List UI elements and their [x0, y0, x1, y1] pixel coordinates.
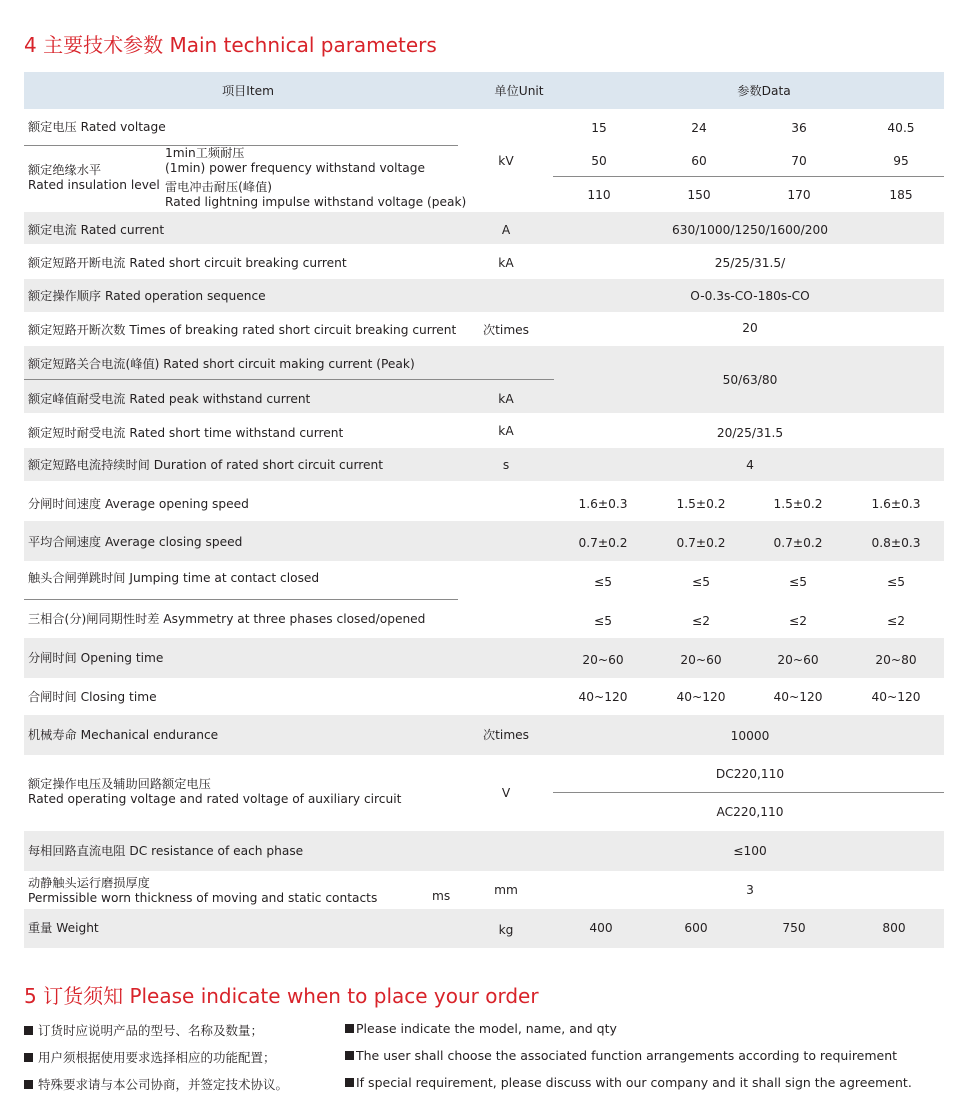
closing-speed-value: 0.7±0.2 [676, 536, 726, 550]
short-time-withstand-label: 额定短时耐受电流 Rated short time withstand current [28, 426, 344, 440]
rated-voltage-value: 15 [591, 121, 607, 135]
closing-time-value: 40~120 [578, 690, 628, 704]
closing-speed-label: 平均合闸速度 Average closing speed [28, 535, 243, 549]
worn-thickness-label-en: Permissible worn thickness of moving and static contacts [28, 891, 378, 905]
rated-voltage-value: 36 [791, 121, 807, 135]
weight-value: 600 [684, 921, 708, 935]
insulation-label-en: Rated insulation level [28, 178, 160, 192]
duration-unit: s [502, 458, 510, 472]
insulation-sub2-en: Rated lightning impulse withstand voltage (peak) [165, 195, 467, 209]
insulation-sub1-value: 70 [791, 154, 807, 168]
insulation-sub2-value: 110 [587, 188, 611, 202]
insulation-sub2-value: 185 [889, 188, 913, 202]
order-note-en: The user shall choose the associated function arrangements according to requirement [345, 1048, 897, 1063]
short-time-withstand-unit: kA [498, 424, 514, 438]
row-bg [24, 909, 944, 948]
jumping-time-label: 触头合闸弹跳时间 Jumping time at contact closed [28, 571, 320, 585]
jumping-time-value: ≤5 [594, 575, 612, 589]
operation-sequence-value: O-0.3s-CO-180s-CO [690, 289, 810, 303]
operating-voltage-dc: DC220,110 [715, 767, 785, 781]
opening-speed-value: 1.6±0.3 [578, 497, 628, 511]
breaking-current-value: 25/25/31.5/ [714, 256, 786, 270]
weight-value: 800 [882, 921, 906, 935]
section-5-title: 5 订货须知 Please indicate when to place your order [24, 984, 539, 1008]
row-divider [24, 379, 554, 380]
weight-value: 400 [589, 921, 613, 935]
order-note-en: If special requirement, please discuss with our company and it shall sign the agreement. [345, 1075, 912, 1090]
weight-unit: kg [498, 923, 514, 937]
insulation-sub1-cn: 1min工频耐压 [165, 146, 245, 160]
operating-voltage-ac: AC220,110 [716, 805, 784, 819]
rated-current-value: 630/1000/1250/1600/200 [672, 223, 828, 237]
peak-withstand-label: 额定峰值耐受电流 Rated peak withstand current [28, 392, 311, 406]
jumping-time-value: ≤5 [887, 575, 905, 589]
insulation-sub1-en: (1min) power frequency withstand voltage [165, 161, 425, 175]
worn-thickness-unit: mm [494, 883, 518, 897]
row-divider [553, 792, 944, 793]
order-note-cn: 用户须根据使用要求选择相应的功能配置； [24, 1048, 276, 1066]
jumping-time-value: ≤5 [789, 575, 807, 589]
opening-time-value: 20~60 [680, 653, 722, 667]
order-note-cn: 特殊要求请与本公司协商，并签定技术协议。 [24, 1075, 288, 1093]
asymmetry-value: ≤2 [789, 614, 807, 628]
asymmetry-value: ≤2 [887, 614, 905, 628]
insulation-sub2-cn: 雷电冲击耐压(峰值) [165, 180, 273, 194]
header-unit: 单位Unit [494, 84, 544, 98]
weight-label: 重量 Weight [28, 921, 99, 935]
short-time-withstand-value: 20/25/31.5 [716, 426, 784, 440]
insulation-sub2-value: 170 [787, 188, 811, 202]
closing-speed-value: 0.7±0.2 [773, 536, 823, 550]
bullet-icon [24, 1053, 33, 1062]
header-item: 项目Item [221, 84, 275, 98]
header-data: 参数Data [737, 84, 791, 98]
breaking-current-label: 额定短路开断电流 Rated short circuit breaking current [28, 256, 347, 270]
operating-voltage-unit: V [501, 786, 511, 800]
rated-voltage-label: 额定电压 Rated voltage [28, 120, 166, 134]
bullet-icon [24, 1026, 33, 1035]
closing-time-value: 40~120 [871, 690, 921, 704]
dc-resistance-value: ≤100 [733, 844, 767, 858]
closing-time-label: 合闸时间 Closing time [28, 690, 157, 704]
closing-time-value: 40~120 [773, 690, 823, 704]
operation-sequence-label: 额定操作顺序 Rated operation sequence [28, 289, 266, 303]
duration-value: 4 [746, 458, 754, 472]
row-divider [553, 176, 944, 177]
mechanical-unit: 次times [482, 728, 530, 742]
order-note-cn: 订货时应说明产品的型号、名称及数量； [24, 1021, 263, 1039]
peak-withstand-value: 50/63/80 [722, 373, 778, 387]
insulation-label-cn: 额定绝缘水平 [28, 163, 102, 177]
insulation-sub1-value: 50 [591, 154, 607, 168]
worn-thickness-label-cn: 动静触头运行磨损厚度 [28, 876, 150, 890]
asymmetry-value: ≤5 [594, 614, 612, 628]
opening-time-value: 20~60 [777, 653, 819, 667]
insulation-unit: kV [498, 154, 514, 168]
bullet-icon [24, 1080, 33, 1089]
order-note-en: Please indicate the model, name, and qty [345, 1021, 617, 1036]
operating-voltage-label-cn: 额定操作电压及辅助回路额定电压 [28, 777, 211, 791]
bullet-icon [345, 1024, 354, 1033]
operating-voltage-label-en: Rated operating voltage and rated voltage of auxiliary circuit [28, 792, 402, 806]
asymmetry-label: 三相合(分)闸同期性时差 Asymmetry at three phases closed/opened [28, 612, 426, 626]
opening-speed-label: 分闸时间速度 Average opening speed [28, 497, 249, 511]
opening-speed-value: 1.6±0.3 [871, 497, 921, 511]
rated-voltage-value: 24 [691, 121, 707, 135]
row-divider [24, 599, 458, 600]
rated-voltage-value: 40.5 [887, 121, 915, 135]
opening-time-label: 分闸时间 Opening time [28, 651, 164, 665]
opening-time-value: 20~60 [582, 653, 624, 667]
bullet-icon [345, 1051, 354, 1060]
bullet-icon [345, 1078, 354, 1087]
opening-speed-value: 1.5±0.2 [773, 497, 823, 511]
opening-speed-value: 1.5±0.2 [676, 497, 726, 511]
worn-thickness-extra: ms [432, 889, 451, 903]
asymmetry-value: ≤2 [692, 614, 710, 628]
section-4-title: 4 主要技术参数 Main technical parameters [24, 33, 437, 57]
breaking-times-unit: 次times [482, 323, 530, 337]
closing-speed-value: 0.7±0.2 [578, 536, 628, 550]
mechanical-label: 机械寿命 Mechanical endurance [28, 728, 219, 742]
breaking-times-value: 20 [742, 321, 758, 335]
insulation-sub2-value: 150 [687, 188, 711, 202]
closing-speed-value: 0.8±0.3 [871, 536, 921, 550]
weight-value: 750 [782, 921, 806, 935]
worn-thickness-value: 3 [746, 883, 754, 897]
closing-time-value: 40~120 [676, 690, 726, 704]
insulation-sub1-value: 60 [691, 154, 707, 168]
insulation-sub1-value: 95 [893, 154, 909, 168]
rated-current-label: 额定电流 Rated current [28, 223, 165, 237]
table-header-bg [24, 72, 944, 109]
duration-label: 额定短路电流持续时间 Duration of rated short circuit current [28, 458, 383, 472]
rated-current-unit: A [501, 223, 511, 237]
peak-withstand-unit: kA [498, 392, 514, 406]
breaking-current-unit: kA [498, 256, 514, 270]
opening-time-value: 20~80 [875, 653, 917, 667]
dc-resistance-label: 每相回路直流电阻 DC resistance of each phase [28, 844, 304, 858]
mechanical-value: 10000 [730, 729, 770, 743]
making-current-label: 额定短路关合电流(峰值) Rated short circuit making current (Peak) [28, 357, 415, 371]
breaking-times-label: 额定短路开断次数 Times of breaking rated short circuit breaking current [28, 323, 457, 337]
jumping-time-value: ≤5 [692, 575, 710, 589]
